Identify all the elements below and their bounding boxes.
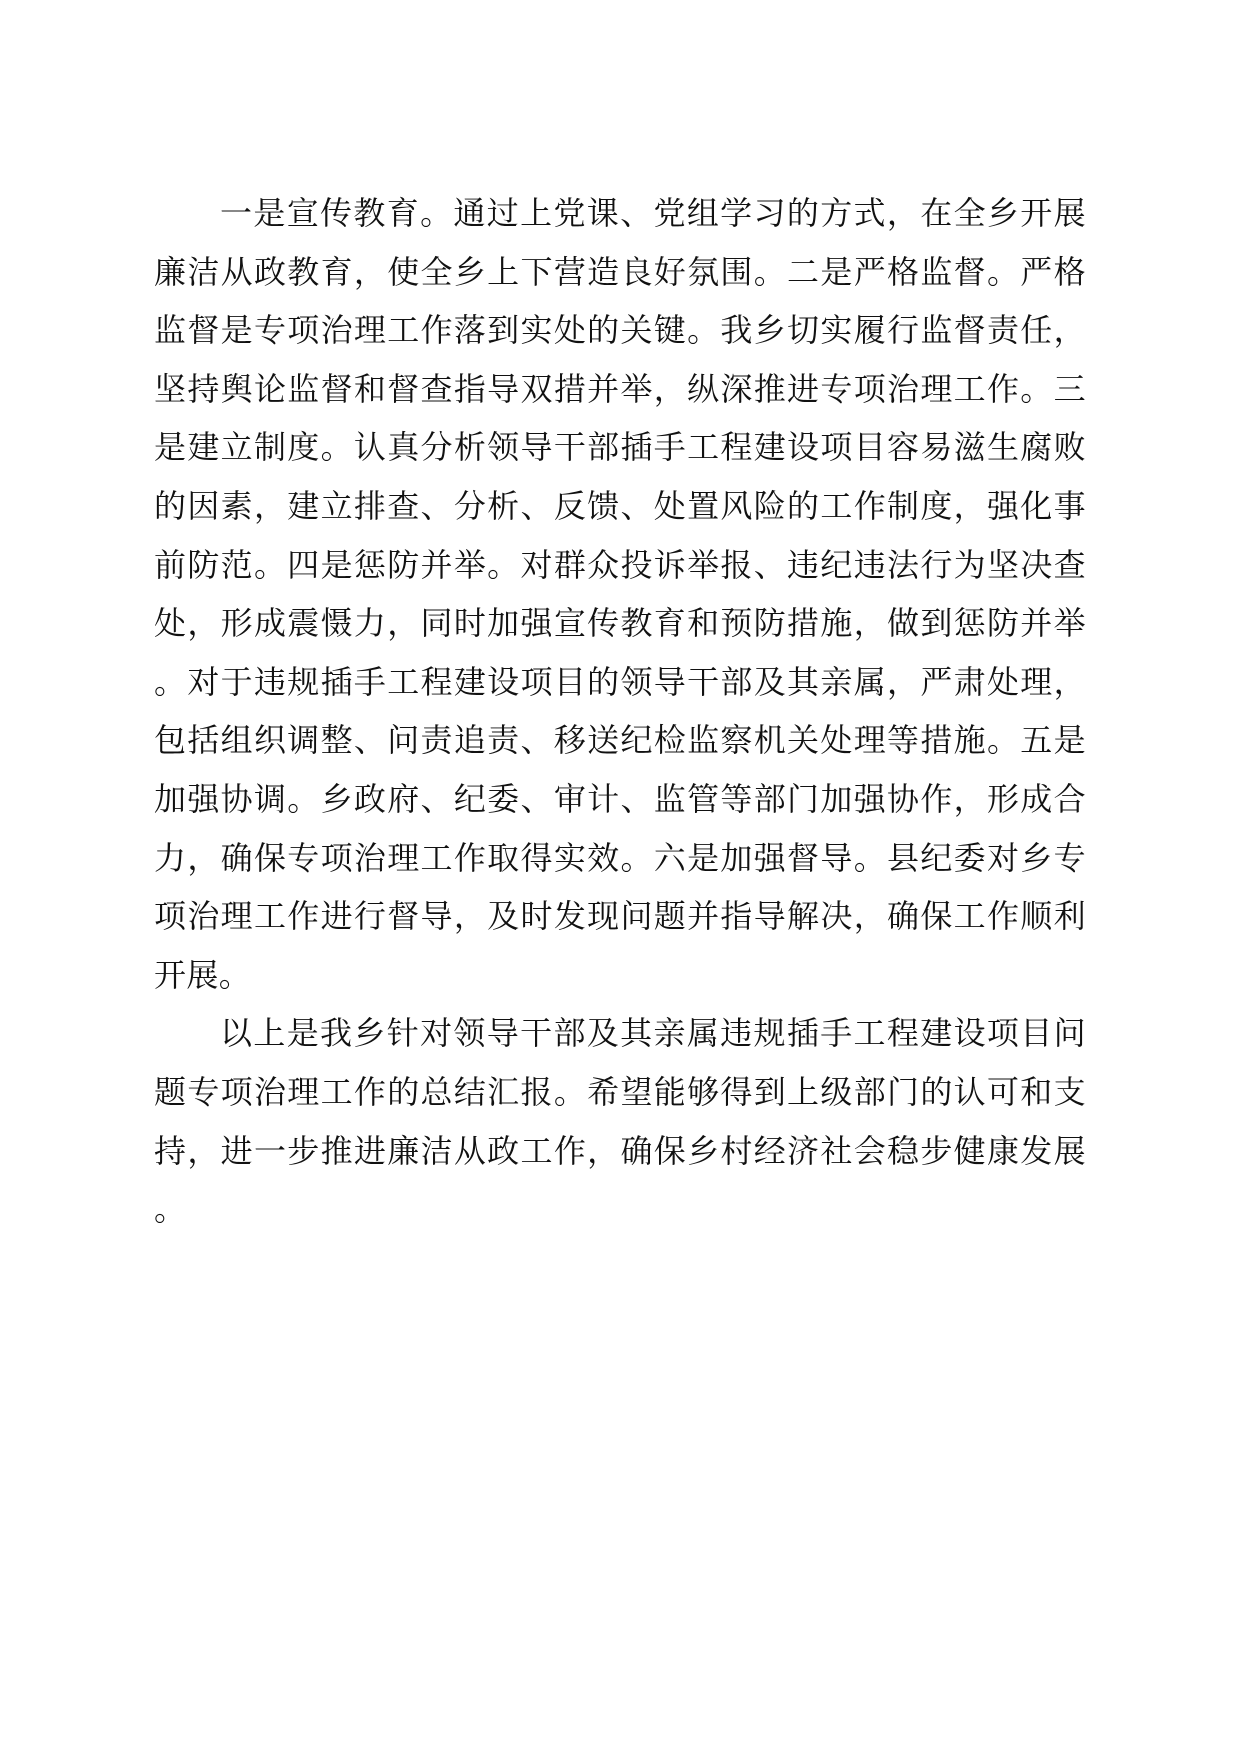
document-body xyxy=(154,184,1086,1239)
paragraph-conclusion: 以上是我乡针对领导干部及其亲属违规插手工程建设项目问题专项治理工作的总结汇报。希望能够得到上级部门的认可和支持，进一步推进廉洁从政工作，确保乡村经济社会稳步健康发展。 xyxy=(154,1014,1086,1229)
paragraph-measures: 一是宣传教育。通过上党课、党组学习的方式，在全乡开展廉洁从政教育，使全乡上下营造良好氛围。二是严格监督。严格监督是专项治理工作落到实处的关键。我乡切实履行监督责任，坚持舆论监督和督查指导双措并举，纵深推进专项治理工作。三是建立制度。认真分析领导干部插手工程建设项目容易滋生腐败的因素，建立排查、分析、反馈、处置风险的工作制度，强化事前防范。四是惩防并举。对群众投诉举报、违纪违法行为坚决查处，形成震慑力，同时加强宣传教育和预防措施，做到惩防并举。对于违规插手工程建设项目的领导干部及其亲属，严肃处理，包括组织调整、问责追责、移送纪检监察机关处理等措施。五是加强协调。乡政府、纪委、审计、监管等部门加强协作，形成合力，确保专项治理工作取得实效。六是加强督导。县纪委对乡专项治理工作进行督导，及时发现问题并指导解决，确保工作顺利开展。 xyxy=(154,194,1086,994)
